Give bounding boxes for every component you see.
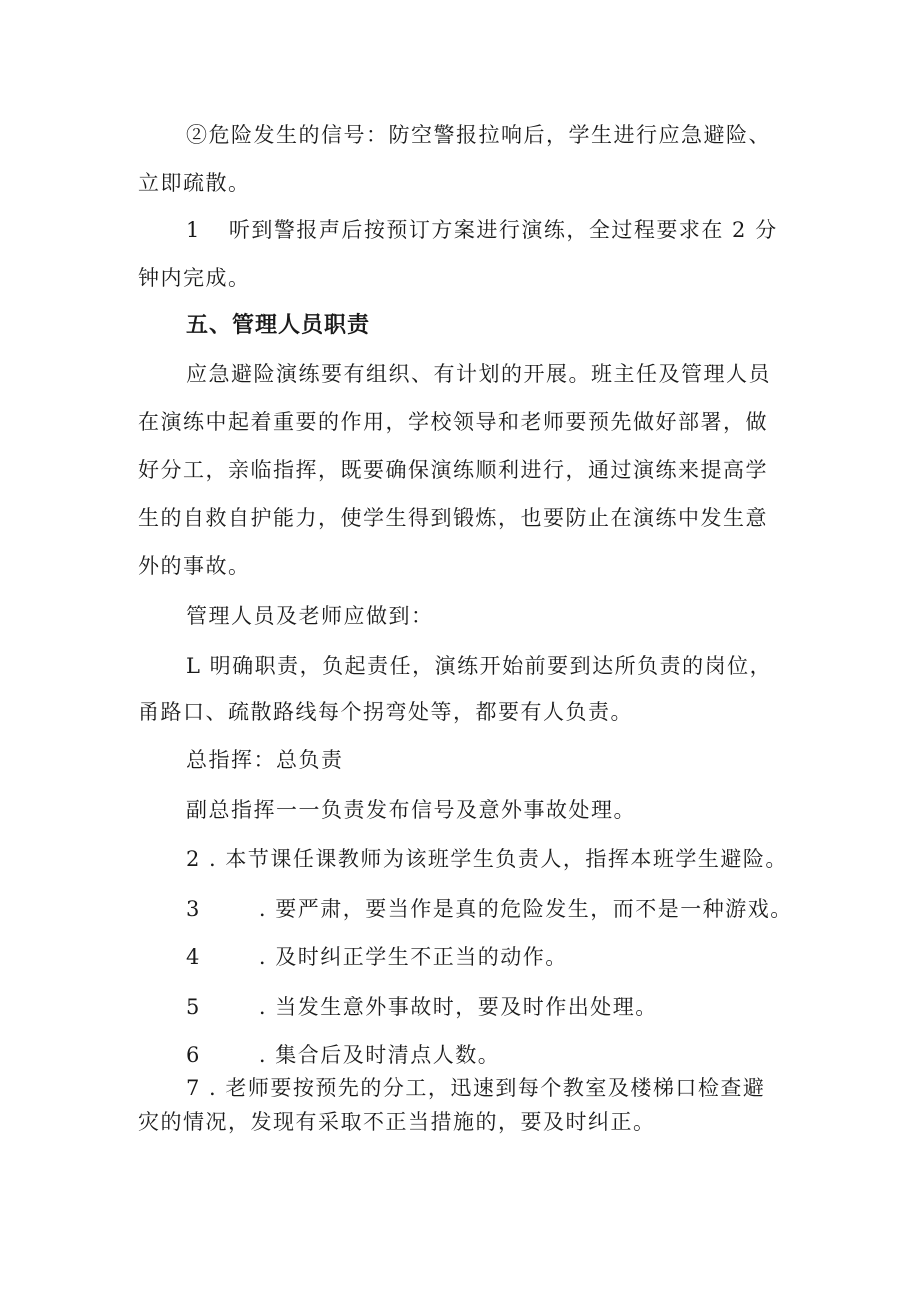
list-item-7-line-1: 7 . 老师要按预先的分工，迅速到每个教室及楼梯口检查避 bbox=[186, 1076, 766, 1100]
list-item-4 bbox=[186, 942, 568, 972]
paragraph-duties-line-5: 外的事故。 bbox=[138, 554, 251, 578]
paragraph-duties-line-3: 好分工，亲临指挥，既要确保演练顺利进行，通过演练来提高学 bbox=[138, 458, 768, 482]
list-item-1-line-2: 甬路口、疏散路线每个拐弯处等，都要有人负责。 bbox=[138, 700, 633, 724]
paragraph-should-do: 管理人员及老师应做到： bbox=[186, 604, 434, 628]
list-item-6 bbox=[186, 1040, 500, 1070]
list-item-7-line-2: 灾的情况，发现有采取不正当措施的，要及时纠正。 bbox=[138, 1110, 656, 1134]
list-number: 4 bbox=[186, 945, 201, 969]
list-item-3 bbox=[186, 894, 793, 924]
deputy-commander-line: 副总指挥一一负责发布信号及意外事故处理。 bbox=[186, 798, 636, 822]
section-heading: 五、管理人员职责 bbox=[186, 313, 371, 338]
list-number: 3 bbox=[186, 897, 201, 921]
paragraph-duties-line-4: 生的自救自护能力，使学生得到锻炼，也要防止在演练中发生意 bbox=[138, 506, 768, 530]
list-text: . 集合后及时清点人数。 bbox=[258, 1043, 501, 1067]
paragraph-duties-line-2: 在演练中起着重要的作用，学校领导和老师要预先做好部署，做 bbox=[138, 410, 768, 434]
paragraph-signal-line-2: 立即疏散。 bbox=[138, 171, 251, 195]
paragraph-signal-line-1: ②危险发生的信号：防空警报拉响后，学生进行应急避险、 bbox=[186, 123, 771, 147]
list-text: . 当发生意外事故时，要及时作出处理。 bbox=[258, 995, 658, 1019]
list-item-1-line-1: L 明确职责，负起责任，演练开始前要到达所负责的岗位， bbox=[186, 654, 773, 678]
list-item-5 bbox=[186, 992, 658, 1022]
list-item-2: 2 . 本节课任课教师为该班学生负责人，指挥本班学生避险。 bbox=[186, 847, 788, 871]
list-text: . 要严肃，要当作是真的危险发生，而不是一种游戏。 bbox=[258, 897, 793, 921]
list-number: 5 bbox=[186, 995, 201, 1019]
paragraph-drill-line-1 bbox=[186, 215, 778, 245]
list-text: 听到警报声后按预订方案进行演练，全过程要求在 2 分 bbox=[228, 218, 778, 242]
list-text: . 及时纠正学生不正当的动作。 bbox=[258, 945, 568, 969]
list-number: 6 bbox=[186, 1043, 201, 1067]
paragraph-duties-line-1: 应急避险演练要有组织、有计划的开展。班主任及管理人员 bbox=[186, 362, 771, 386]
commander-line: 总指挥：总负责 bbox=[186, 748, 344, 772]
paragraph-drill-line-2: 钟内完成。 bbox=[138, 266, 251, 290]
list-number: 1 bbox=[186, 218, 201, 242]
